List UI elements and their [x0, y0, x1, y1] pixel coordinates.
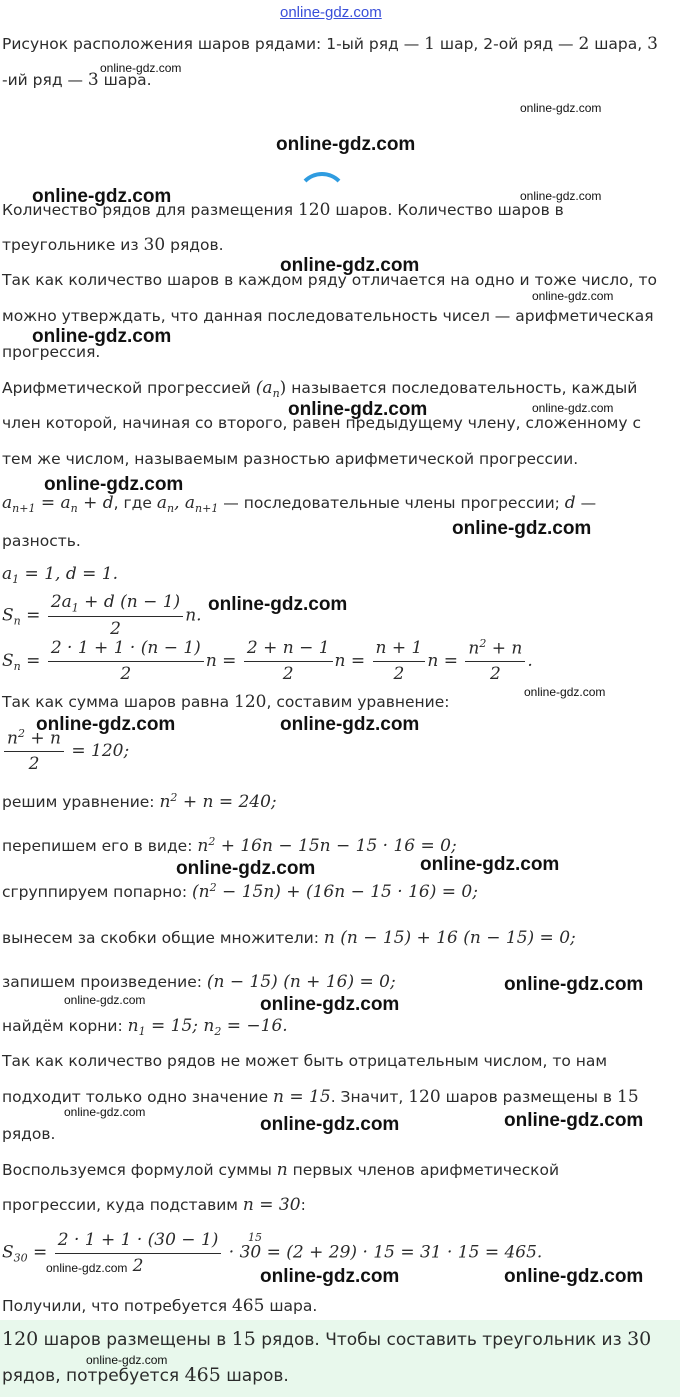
watermark: online-gdz.com [504, 1110, 644, 1131]
text-line: член которой, начиная со второго, равен предыдущему члену, сложенному с [2, 414, 641, 432]
text-line: рядов. [2, 1125, 56, 1143]
text-line: перепишем его в виде: $n^2 + 16n - 15n - 15 \cdot 16 = 0$; [2, 835, 457, 857]
watermark: online-gdz.com [46, 1261, 128, 1275]
answer-line: 120 шаров размещены в 15 рядов. Чтобы составить треугольник из 30 [2, 1328, 652, 1350]
watermark: online-gdz.com [100, 61, 182, 75]
watermark: online-gdz.com [452, 518, 592, 539]
watermark: online-gdz.com [288, 399, 428, 420]
watermark: online-gdz.com [32, 326, 172, 347]
watermark: online-gdz.com [32, 186, 172, 207]
text-line: тем же числом, называемым разностью арифметической прогрессии. [2, 450, 579, 468]
formula-sn: $S_n$ = $\frac{2a_1 + d (n - 1)}{2}$ n. [2, 592, 202, 640]
watermark: online-gdz.com [280, 255, 420, 276]
watermark: online-gdz.com [64, 993, 146, 1007]
cancel-annotation: 15 [248, 1231, 262, 1244]
watermark: online-gdz.com [44, 474, 184, 495]
text-line: Арифметической прогрессией $(a_n)$ называется последовательность, каждый [2, 378, 638, 401]
text-line: найдём корни: $n_1 = 15$; $n_2 = -16$. [2, 1016, 288, 1039]
watermark: online-gdz.com [260, 1266, 400, 1287]
text-line: сгруппируем попарно: $(n^2 - 15n) + (16n - 15 \cdot 16) = 0$; [2, 881, 478, 903]
text-line: запишем произведение: (n − 15) (n + 16) = 0; [2, 972, 396, 992]
text-line: Так как количество рядов не может быть отрицательным числом, то нам [2, 1052, 608, 1070]
watermark: online-gdz.com [532, 289, 614, 303]
watermark: online-gdz.com [260, 994, 400, 1015]
text-line: прогрессии, куда подставим n = 30: [2, 1195, 306, 1215]
watermark: online-gdz.com [276, 134, 416, 155]
watermark: online-gdz.com [260, 1114, 400, 1135]
site-link[interactable]: online-gdz.com [280, 4, 382, 21]
text-line: Так как сумма шаров равна 120, составим уравнение: [2, 692, 450, 712]
watermark: online-gdz.com [64, 1105, 146, 1119]
formula-s30: $S_{30}$ = $\frac{2 \cdot 1 + 1 \cdot (30 - 1)}{2}$ · 30 = (2 + 29) · 15 = 31 · 15 = 465. [2, 1230, 543, 1276]
watermark: online-gdz.com [532, 401, 614, 415]
answer-line: рядов, потребуется 465 шаров. [2, 1364, 289, 1386]
text-line: решим уравнение: $n^2 + n = 240$; [2, 791, 277, 813]
watermark: online-gdz.com [504, 1266, 644, 1287]
text-line: вынесем за скобки общие множители: n (n − 15) + 16 (n − 15) = 0; [2, 928, 576, 948]
watermark: online-gdz.com [36, 714, 176, 735]
formula-sn-expanded: $S_n$ = $\frac{2 \cdot 1 + 1 \cdot (n - 1)}{2}$ n = $\frac{2 + n - 1}{2}$ n = $\frac{n + 1}{2}$ n = $\frac{n^2 + n}{2}$ . [2, 637, 533, 685]
watermark: online-gdz.com [524, 685, 606, 699]
text-line: Воспользуемся формулой суммы n первых членов арифметической [2, 1160, 560, 1180]
text-line: Количество рядов для размещения 120 шаров. Количество шаров в [2, 200, 564, 220]
watermark: online-gdz.com [504, 974, 644, 995]
formula-line: $a_1 = 1$, d = 1. [2, 564, 118, 587]
watermark: online-gdz.com [280, 714, 420, 735]
watermark: online-gdz.com [86, 1353, 168, 1367]
formula-equation: $\frac{n^2 + n}{2}$ = 120; [2, 726, 129, 777]
text-line: Так как количество шаров в каждом ряду отличается на одно и тоже число, то [2, 271, 658, 289]
text-line: прогрессия. [2, 343, 101, 361]
watermark: online-gdz.com [520, 101, 602, 115]
text-line: треугольнике из 30 рядов. [2, 235, 224, 255]
text-line: Рисунок расположения шаров рядами: 1-ый ряд — 1 шар, 2-ой ряд — 2 шара, 3 [2, 34, 658, 54]
watermark: online-gdz.com [208, 594, 348, 615]
text-line: разность. [2, 532, 81, 550]
text-line: -ий ряд — 3 шара. [2, 70, 152, 90]
text-line: подходит только одно значение n = 15. Значит, 120 шаров размещены в 15 [2, 1087, 639, 1107]
formula-line: $a_{n+1} = a_n + d$, где $a_n$, $a_{n+1}$ — последовательные члены прогрессии; d — [2, 493, 597, 516]
text-line: Получили, что потребуется 465 шара. [2, 1296, 318, 1316]
watermark: online-gdz.com [176, 858, 316, 879]
text-line: можно утверждать, что данная последовательность чисел — арифметическая [2, 307, 654, 325]
watermark: online-gdz.com [520, 189, 602, 203]
watermark: online-gdz.com [420, 854, 560, 875]
